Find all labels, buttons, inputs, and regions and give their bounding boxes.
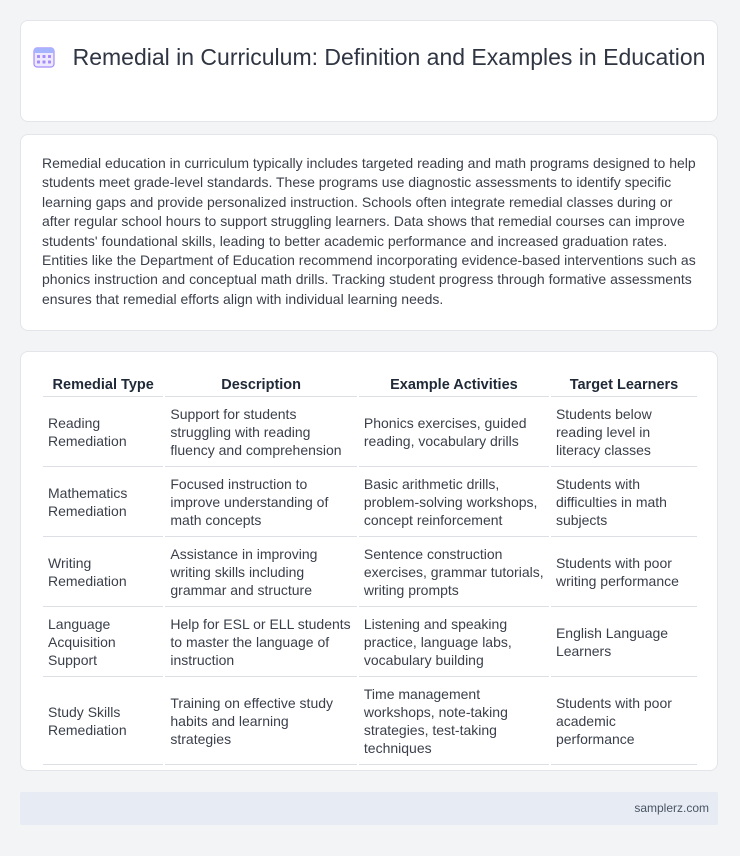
table-cell: Students with poor writing performance xyxy=(550,537,697,607)
table-cell: Reading Remediation xyxy=(43,397,164,467)
table-cell: Assistance in improving writing skills including grammar and structure xyxy=(164,537,358,607)
title-card xyxy=(20,20,718,122)
table-cell: Time management workshops, note-taking strategies, test-taking techniques xyxy=(358,677,550,765)
table-row xyxy=(43,537,697,607)
table-cell: Sentence construction exercises, grammar tutorials, writing prompts xyxy=(358,537,550,607)
summary-paragraph: Remedial education in curriculum typically includes targeted reading and math programs designed to help students meet grade-level standards. These programs use diagnostic assessments to identify specific learning gaps and provide personalized instruction. Schools often integrate remedial classes during or after regular school hours to support struggling learners. Data shows that remedial courses can improve students' foundational skills, leading to better academic performance and increased graduation rates. Entities like the Department of Education recommend incorporating evidence-based interventions such as phonics instruction and conceptual math drills. Tracking student progress through formative assessments ensures that remedial efforts align with individual learning needs. xyxy=(42,155,696,307)
summary-card xyxy=(20,134,718,331)
table-row xyxy=(43,397,697,467)
column-header: Remedial Type xyxy=(43,373,164,397)
table-cell: Listening and speaking practice, language labs, vocabulary building xyxy=(358,607,550,677)
table-cell: Focused instruction to improve understanding of math concepts xyxy=(164,467,358,537)
table-cell: Students with difficulties in math subjects xyxy=(550,467,697,537)
table-cell: Writing Remediation xyxy=(43,537,164,607)
table-row xyxy=(43,677,697,765)
table-row xyxy=(43,467,697,537)
table-cell: Students with poor academic performance xyxy=(550,677,697,765)
table-cell: Support for students struggling with reading fluency and comprehension xyxy=(164,397,358,467)
calendar-grid-icon xyxy=(33,46,55,68)
footer xyxy=(20,792,718,825)
page-title: Remedial in Curriculum: Definition and Examples in Education xyxy=(72,44,706,70)
column-header: Description xyxy=(164,373,358,397)
table-cell: Mathematics Remediation xyxy=(43,467,164,537)
page-title-container xyxy=(21,43,717,72)
table-row xyxy=(43,607,697,677)
table-cell: Basic arithmetic drills, problem-solving workshops, concept reinforcement xyxy=(358,467,550,537)
footer-site-link[interactable]: samplerz.com xyxy=(634,801,709,815)
table-cell: Study Skills Remediation xyxy=(43,677,164,765)
table-cell: Language Acquisition Support xyxy=(43,607,164,677)
table-cell: Help for ESL or ELL students to master the language of instruction xyxy=(164,607,358,677)
column-header: Example Activities xyxy=(358,373,550,397)
column-header: Target Learners xyxy=(550,373,697,397)
table-cell: Training on effective study habits and learning strategies xyxy=(164,677,358,765)
table-cell: Students below reading level in literacy classes xyxy=(550,397,697,467)
table-cell: Phonics exercises, guided reading, vocabulary drills xyxy=(358,397,550,467)
remedial-table xyxy=(43,373,697,765)
table-card xyxy=(20,351,718,771)
table-header-row xyxy=(43,373,697,397)
table-cell: English Language Learners xyxy=(550,607,697,677)
